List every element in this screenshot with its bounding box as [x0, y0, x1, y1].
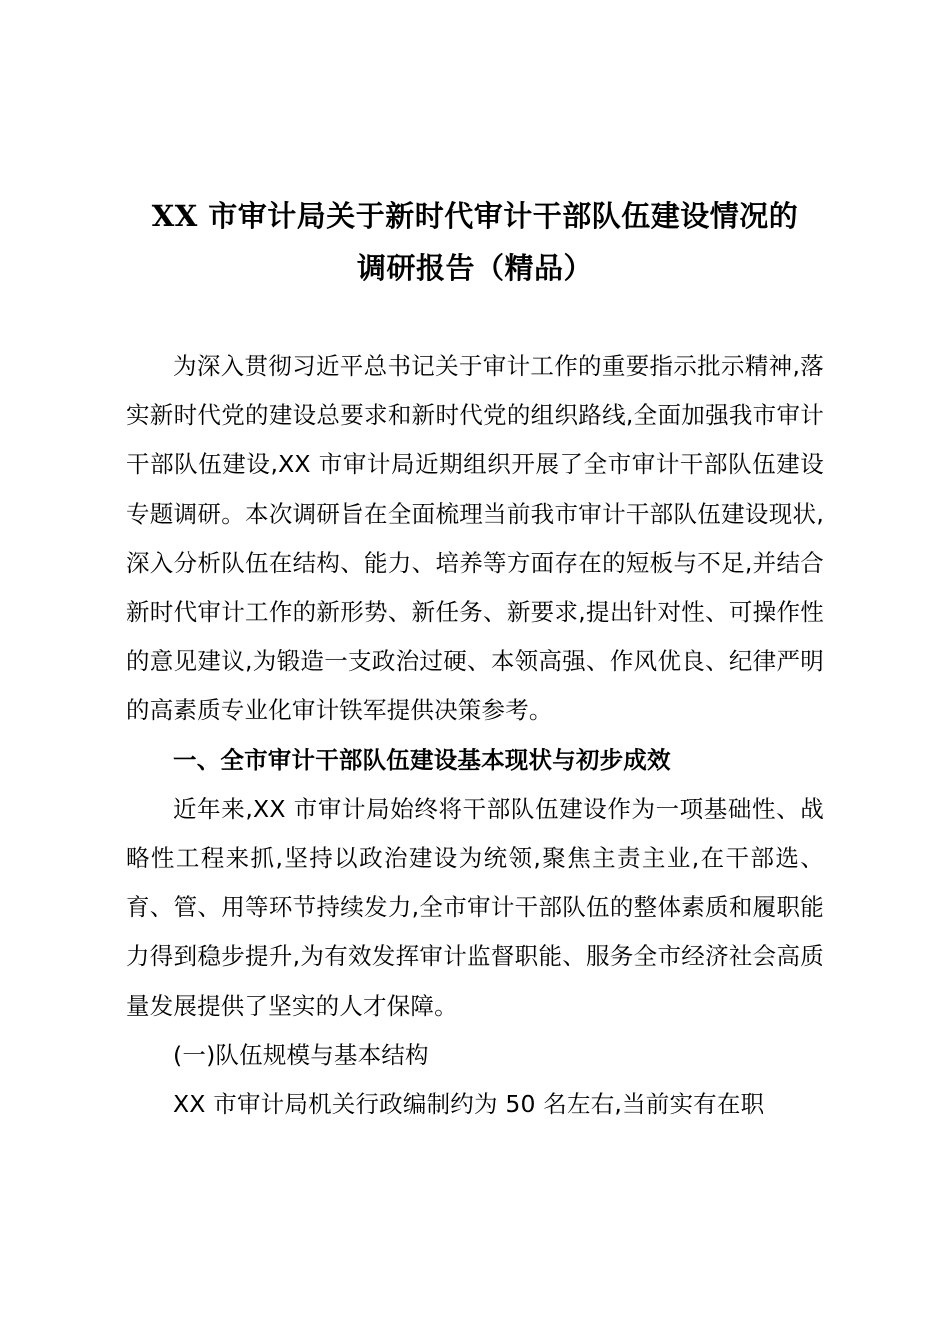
section-1-paragraph: 近年来,XX 市审计局始终将干部队伍建设作为一项基础性、战略性工程来抓,坚持以政治建设为统领,聚焦主责主业,在干部选、育、管、用等环节持续发力,全市审计干部队伍的整体素质和履职能力得到稳步提升,为有效发挥审计监督职能、服务全市经济社会高质量发展提供了坚实的人才保障。 — [126, 794, 824, 1020]
title-line-1: XX 市审计局关于新时代审计干部队伍建设情况的 — [151, 199, 799, 233]
title-line-2: 调研报告（精品） — [356, 251, 593, 285]
document-body — [126, 342, 824, 1129]
subsection-heading-1: (一)队伍规模与基本结构 — [173, 1040, 429, 1069]
document-title — [118, 190, 832, 294]
section-heading-1: 一、全市审计干部队伍建设基本现状与初步成效 — [173, 745, 671, 774]
subsection-1-paragraph: XX 市审计局机关行政编制约为 50 名左右,当前实有在职 — [173, 1090, 765, 1119]
intro-paragraph: 为深入贯彻习近平总书记关于审计工作的重要指示批示精神,落实新时代党的建设总要求和新时代党的组织路线,全面加强我市审计干部队伍建设,XX 市审计局近期组织开展了全市审计干部队伍建设专题调研。本次调研旨在全面梳理当前我市审计干部队伍建设现状,深入分析队伍在结构、能力、培养等方面存在的短板与不足,并结合新时代审计工作的新形势、新任务、新要求,提出针对性、可操作性的意见建议,为锻造一支政治过硬、本领高强、作风优良、纪律严明的高素质专业化审计铁军提供决策参考。 — [126, 352, 824, 725]
